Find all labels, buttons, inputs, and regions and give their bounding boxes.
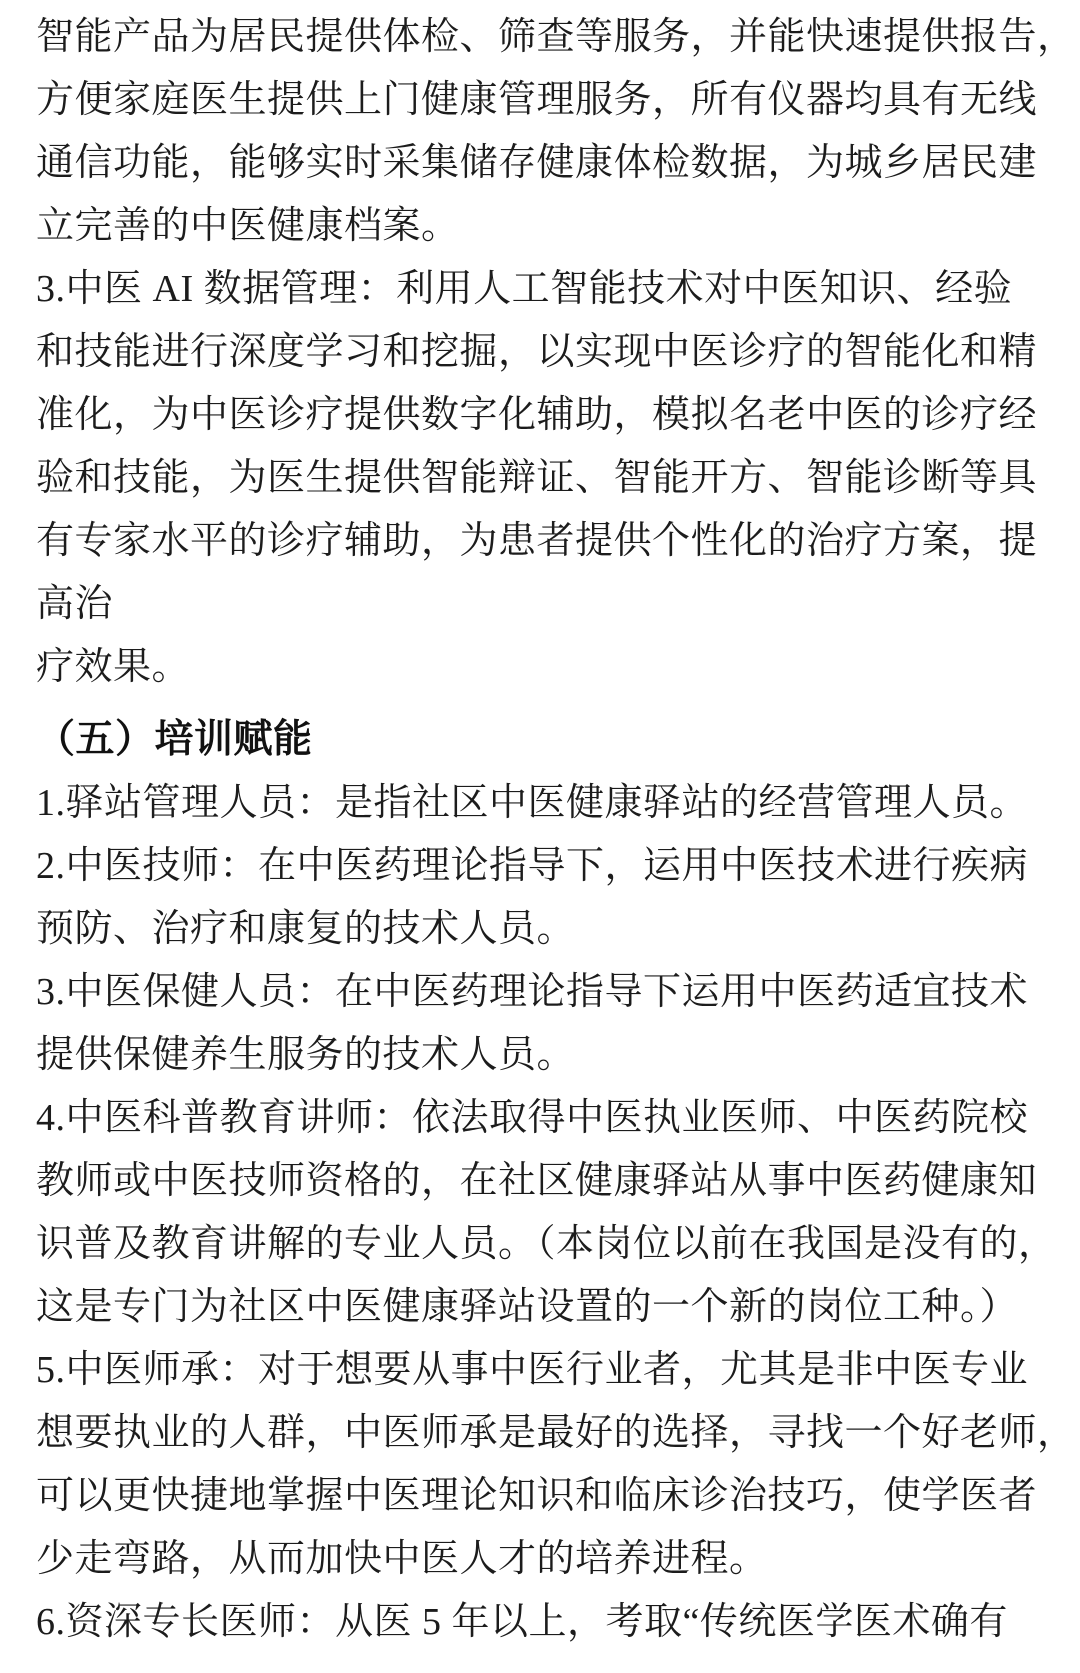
document-paragraph xyxy=(36,961,1052,1087)
text-line: 通信功能，能够实时采集储存健康体检数据，为城乡居民建 xyxy=(36,142,1038,184)
text-line: 方便家庭医生提供上门健康管理服务，所有仪器均具有无线 xyxy=(36,79,1038,121)
section-heading: （五）培训赋能 xyxy=(36,718,313,761)
text-line: 6.资深专长医师：从医 5 年以上，考取“传统医学医术确有 xyxy=(36,1601,1008,1643)
text-line: 4.中医科普教育讲师：依法取得中医执业医师、中医药院校 xyxy=(36,1097,1029,1139)
document-content xyxy=(36,6,1076,1654)
document-paragraph xyxy=(36,1339,1076,1591)
text-line: 想要执业的人群，中医师承是最好的选择，寻找一个好老师， xyxy=(36,1412,1076,1454)
text-line: 2.中医技师：在中医药理论指导下，运用中医技术进行疾病 xyxy=(36,845,1029,887)
text-line: 教师或中医技师资格的，在社区健康驿站从事中医药健康知 xyxy=(36,1160,1038,1202)
document-paragraph xyxy=(36,1087,1057,1339)
text-line: 立完善的中医健康档案。 xyxy=(36,205,460,247)
document-paragraph xyxy=(36,258,1052,699)
text-line: 识普及教育讲解的专业人员。（本岗位以前在我国是没有的， xyxy=(36,1223,1057,1265)
text-line: 3.中医 AI 数据管理：利用人工智能技术对中医知识、经验 xyxy=(36,268,1013,310)
text-line: 5.中医师承：对于想要从事中医行业者，尤其是非中医专业 xyxy=(36,1349,1029,1391)
document-paragraph xyxy=(36,6,1076,258)
text-line: 预防、治疗和康复的技术人员。 xyxy=(36,908,576,950)
text-line: 和技能进行深度学习和挖掘，以实现中医诊疗的智能化和精 xyxy=(36,331,1038,373)
document-paragraph xyxy=(36,772,1052,835)
document-section-heading xyxy=(36,708,1052,771)
text-line: 高治 xyxy=(36,583,114,625)
text-line: 准化，为中医诊疗提供数字化辅助，模拟名老中医的诊疗经 xyxy=(36,394,1038,436)
text-line: 疗效果。 xyxy=(36,646,191,688)
text-line: 这是专门为社区中医健康驿站设置的一个新的岗位工种。） xyxy=(36,1286,1019,1328)
text-line: 少走弯路，从而加快中医人才的培养进程。 xyxy=(36,1538,768,1580)
text-line: 可以更快捷地掌握中医理论知识和临床诊治技巧，使学医者 xyxy=(36,1475,1038,1517)
text-line: 提供保健养生服务的技术人员。 xyxy=(36,1034,576,1076)
document-paragraph xyxy=(36,1591,1052,1654)
text-line: 3.中医保健人员：在中医药理论指导下运用中医药适宜技术 xyxy=(36,971,1029,1013)
text-line: 智能产品为居民提供体检、筛查等服务，并能快速提供报告， xyxy=(36,16,1076,58)
text-line: 1.驿站管理人员：是指社区中医健康驿站的经营管理人员。 xyxy=(36,782,1029,824)
text-line: 有专家水平的诊疗辅助，为患者提供个性化的治疗方案，提 xyxy=(36,520,1038,562)
text-line: 验和技能，为医生提供智能辩证、智能开方、智能诊断等具 xyxy=(36,457,1038,499)
document-paragraph xyxy=(36,835,1052,961)
